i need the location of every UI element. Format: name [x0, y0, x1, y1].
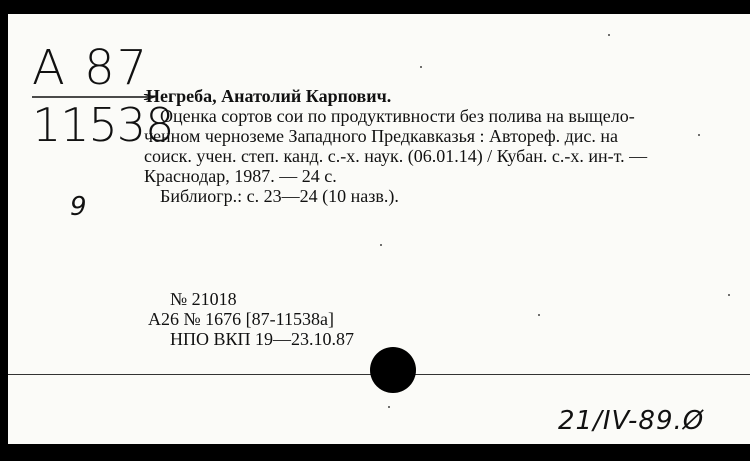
scan-speck: [388, 406, 390, 408]
npo-line: НПО ВКП 19—23.10.87: [170, 329, 355, 349]
bibliography-note: Библиогр.: с. 23—24 (10 назв.).: [160, 186, 399, 206]
title-line-2: ченном черноземе Западного Предкавказья : Автореф. дис. на: [144, 126, 619, 146]
registration-number: № 21018: [170, 289, 237, 309]
scan-speck: [608, 34, 610, 36]
catalog-card: [8, 14, 750, 444]
scan-speck: [728, 294, 730, 296]
scan-speck: [698, 134, 700, 136]
scan-speck: [538, 314, 540, 316]
scan-speck: [420, 66, 422, 68]
handwritten-margin-mark: 9: [70, 192, 87, 222]
author-heading: Негребa, Анатолий Карпович.: [146, 86, 392, 106]
handwritten-date-note: 21/IV-89.Ø: [558, 406, 705, 436]
title-line-3: соиск. учен. степ. канд. с.-х. наук. (06.01.14) / Кубан. с.-х. ин-т. —: [144, 146, 648, 166]
scan-speck: [380, 244, 382, 246]
inventory-line: А26 № 1676 [87-11538а]: [148, 309, 334, 329]
shelfmark-bottom: 11538: [32, 98, 174, 152]
title-line-1: Оценка сортов сои по продуктивности без полива на выщело-: [160, 106, 635, 126]
card-punch-hole: [370, 347, 416, 393]
shelfmark-top: A 87: [32, 40, 150, 96]
title-line-4: Краснодар, 1987. — 24 с.: [144, 166, 337, 186]
